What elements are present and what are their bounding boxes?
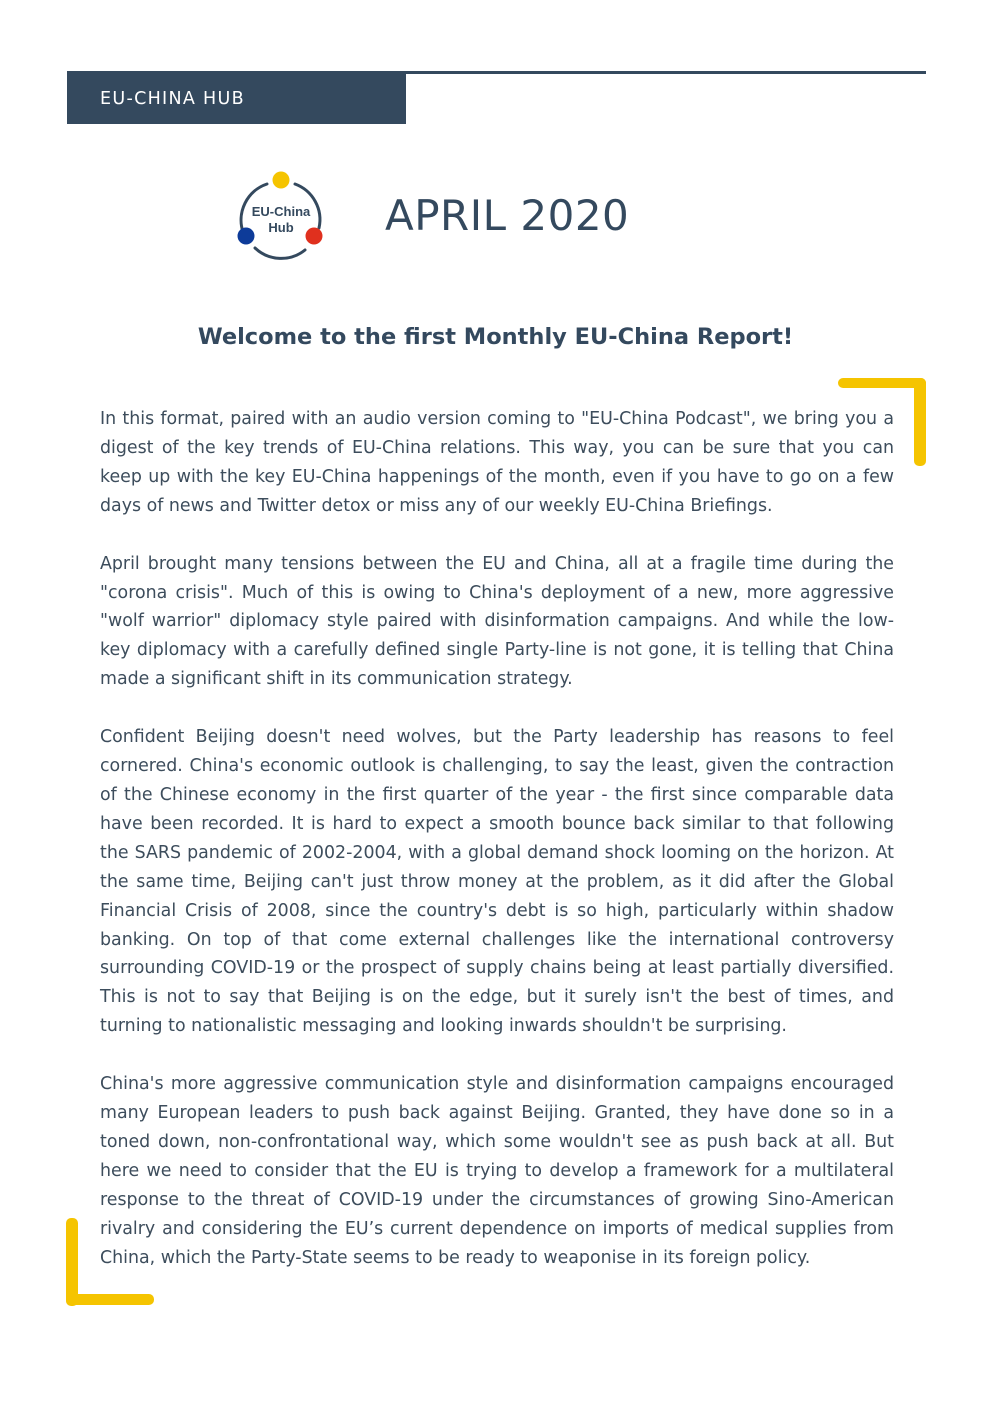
corner-bracket-bottom-left (66, 1218, 78, 1306)
header-rule (405, 71, 926, 74)
article-body (100, 405, 894, 1301)
header-band (67, 71, 406, 124)
logo-dot-red (306, 228, 323, 245)
issue-date: APRIL 2020 (385, 191, 630, 240)
header-band-label: EU-CHINA HUB (100, 89, 245, 109)
corner-bracket-top-right (914, 378, 926, 466)
article-paragraph: In this format, paired with an audio version coming to "EU-China Podcast", we bring you a digest of the key trends of EU-China relations. This way, you can be sure that you can keep up with the key EU-China happenings of the month, even if you have to go on a few days of news and Twitter detox or miss any of our weekly EU-China Briefings. (100, 409, 894, 516)
logo-dot-yellow (273, 172, 290, 189)
article-paragraph: Confident Beijing doesn't need wolves, but the Party leadership has reasons to feel cornered. China's economic outlook is challenging, to say the least, given the contraction of the Chinese economy in the first quarter of the year - the first since comparable data have been recorded. It is hard to expect a smooth bounce back similar to that following the SARS pandemic of 2002-2004, with a global demand shock looming on the horizon. At the same time, Beijing can't just throw money at the problem, as it did after the Global Financial Crisis of 2008, since the country's debt is so high, particularly within shadow banking. On top of that come external challenges like the international controversy surrounding COVID-19 or the prospect of supply chains being at least partially diversified. This is not to say that Beijing is on the edge, but it surely isn't the best of times, and turning to nationalistic messaging and looking inwards shouldn't be surprising. (100, 727, 894, 1037)
article-paragraph: China's more aggressive communication style and disinformation campaigns encouraged many European leaders to push back against Beijing. Granted, they have done so in a toned down, non-confrontational way, which some wouldn't see as push back at all. But here we need to consider that the EU is trying to develop a framework for a multilateral response to the threat of COVID-19 under the circumstances of growing Sino-American rivalry and considering the EU’s current dependence on imports of medical supplies from China, which the Party-State seems to be ready to weaponise in its foreign policy. (100, 1074, 894, 1268)
logo-dot-blue (238, 228, 255, 245)
eu-china-hub-logo (231, 166, 331, 266)
corner-bracket-top-right (838, 378, 926, 388)
logo-text-line1: EU-China (251, 204, 311, 219)
article-paragraph: April brought many tensions between the EU and China, all at a fragile time during the "corona crisis". Much of this is owing to China's deployment of a new, more aggressive "wolf warrior" diplomacy style paired with disinformation campaigns. And while the low-key diplomacy with a carefully defined single Party-line is not gone, it is telling that China made a significant shift in its communication strategy. (100, 553, 894, 690)
logo-ring (255, 248, 305, 258)
report-title: Welcome to the first Monthly EU-China Report! (197, 324, 794, 350)
logo-text-line2: Hub (268, 220, 294, 235)
